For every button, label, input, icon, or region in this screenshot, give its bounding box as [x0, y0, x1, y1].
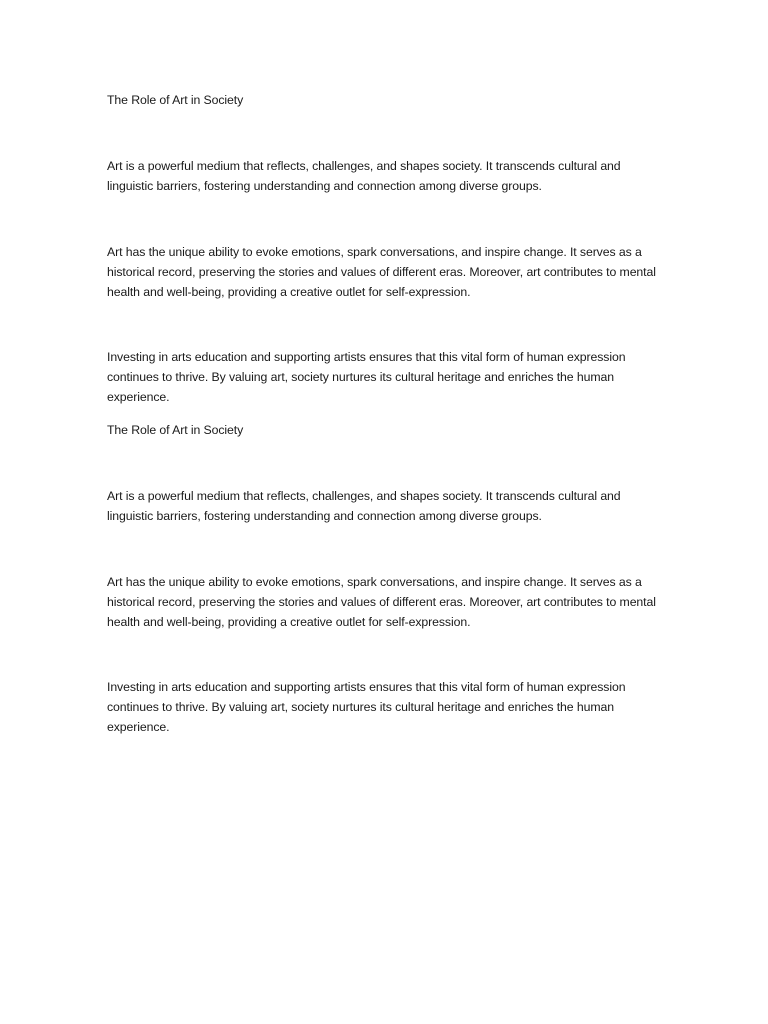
document-title: The Role of Art in Society — [107, 423, 244, 437]
paragraph: Art is a powerful medium that reflects, challenges, and shapes society. It transcends cultural and linguistic barriers, fostering understanding and connection among diverse groups. — [107, 489, 621, 523]
paragraph: Investing in arts education and supporting artists ensures that this vital form of human expression continues to thrive. By valuing art, society nurtures its cultural heritage and enriches the human experience. — [107, 680, 626, 734]
paragraph: Investing in arts education and supporting artists ensures that this vital form of human expression continues to thrive. By valuing art, society nurtures its cultural heritage and enriches the human experience. — [107, 350, 626, 404]
paragraph: Art has the unique ability to evoke emotions, spark conversations, and inspire change. It serves as a historical record, preserving the stories and values of different eras. Moreover, art contributes to mental health and well-being, providing a creative outlet for self-expression. — [107, 245, 656, 299]
document-title: The Role of Art in Society — [107, 93, 244, 107]
paragraph: Art has the unique ability to evoke emotions, spark conversations, and inspire change. It serves as a historical record, preserving the stories and values of different eras. Moreover, art contributes to mental health and well-being, providing a creative outlet for self-expression. — [107, 575, 656, 629]
paragraph: Art is a powerful medium that reflects, challenges, and shapes society. It transcends cultural and linguistic barriers, fostering understanding and connection among diverse groups. — [107, 159, 621, 193]
